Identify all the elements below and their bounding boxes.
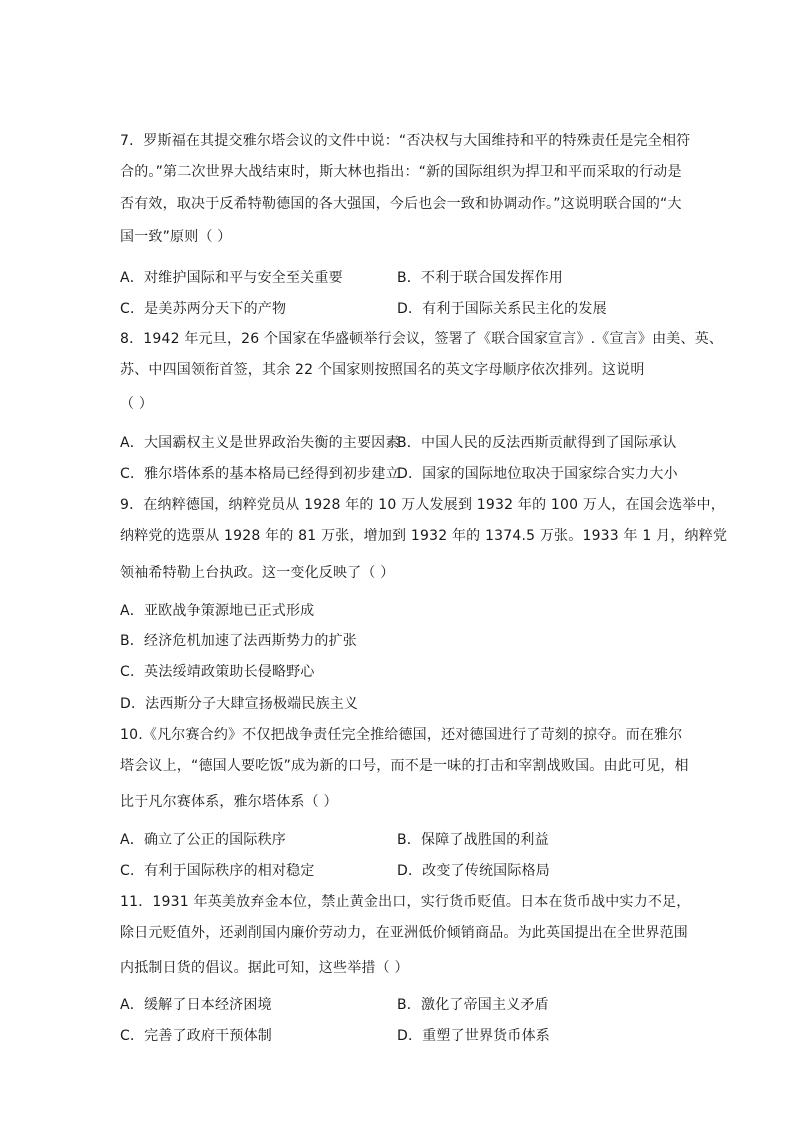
- question-9-stem-line-2: 纳粹党的选票从 1928 年的 81 万张，增加到 1932 年的 1374.5 万张。1933 年 1 月，纳粹党: [120, 528, 728, 544]
- question-11-option-c[interactable]: C．完善了政府干预体制: [120, 1028, 272, 1044]
- question-10-option-a[interactable]: A．确立了公正的国际秩序: [120, 832, 286, 848]
- question-9-option-c[interactable]: C．英法绥靖政策助长侵略野心: [120, 664, 315, 680]
- question-8-stem-line-3: （ ）: [120, 396, 154, 412]
- question-8-option-a[interactable]: A．大国霸权主义是世界政治失衡的主要因素: [120, 435, 400, 451]
- question-7-stem-line-4: 国一致”原则（ ）: [120, 229, 232, 245]
- question-7-stem-line-2: 合的。”第二次世界大战结束时，斯大林也指出：“新的国际组织为捍卫和平而采取的行动是: [120, 164, 682, 180]
- question-11-option-b[interactable]: B．激化了帝国主义矛盾: [397, 997, 549, 1013]
- question-11-option-d[interactable]: D．重塑了世界货币体系: [397, 1028, 550, 1044]
- question-9-option-a[interactable]: A．亚欧战争策源地已正式形成: [120, 603, 315, 619]
- question-7-option-a[interactable]: A．对维护国际和平与安全至关重要: [120, 270, 343, 286]
- question-7-option-c[interactable]: C．是美苏两分天下的产物: [120, 301, 287, 317]
- question-11-stem-line-1: 11．1931 年英美放弃金本位，禁止黄金出口，实行货币贬值。日本在货币战中实力不足，: [120, 894, 691, 910]
- question-7-option-b[interactable]: B．不利于联合国发挥作用: [397, 270, 564, 286]
- question-10-option-d[interactable]: D．改变了传统国际格局: [397, 863, 550, 879]
- question-11-option-a[interactable]: A．缓解了日本经济困境: [120, 997, 272, 1013]
- question-8-stem-line-1: 8．1942 年元旦，26 个国家在华盛顿举行会议，签署了《联合国家宣言》.《宣言》由美、英、: [120, 331, 724, 347]
- question-9-stem-line-3: 领袖希特勒上台执政。这一变化反映了（ ）: [120, 565, 395, 581]
- question-9-stem-line-1: 9．在纳粹德国，纳粹党员从 1928 年的 10 万人发展到 1932 年的 100 万人，在国会选举中，: [120, 497, 725, 513]
- question-11-stem-line-2: 除日元贬值外，还剥削国内廉价劳动力，在亚洲低价倾销商品。为此英国提出在全世界范围: [120, 925, 688, 941]
- question-8-stem-line-2: 苏、中四国领衔首签，其余 22 个国家则按照国名的英文字母顺序依次排列。这说明: [120, 362, 645, 378]
- question-10-option-b[interactable]: B．保障了战胜国的利益: [397, 832, 549, 848]
- question-10-stem-line-2: 塔会议上，“德国人要吃饭”成为新的口号，而不是一味的打击和宰割战败国。由此可见，相: [120, 758, 689, 774]
- question-7-stem-line-3: 否有效，取决于反希特勒德国的各大强国，今后也会一致和协调动作。”这说明联合国的“大: [120, 196, 682, 212]
- question-8-option-b[interactable]: B．中国人民的反法西斯贡献得到了国际承认: [397, 435, 677, 451]
- question-11-stem-line-3: 内抵制日货的倡议。据此可知，这些举措（ ）: [120, 960, 409, 976]
- question-7-stem-line-1: 7．罗斯福在其提交雅尔塔会议的文件中说：“否决权与大国维持和平的特殊责任是完全相符: [120, 133, 691, 149]
- question-8-option-c[interactable]: C．雅尔塔体系的基本格局已经得到初步建立: [120, 466, 400, 482]
- question-9-option-b[interactable]: B．经济危机加速了法西斯势力的扩张: [120, 633, 358, 649]
- question-7-option-d[interactable]: D．有利于国际关系民主化的发展: [397, 301, 607, 317]
- question-10-option-c[interactable]: C．有利于国际秩序的相对稳定: [120, 863, 315, 879]
- question-10-stem-line-1: 10.《凡尔赛合约》不仅把战争责任完全推给德国，还对德国进行了苛刻的掠夺。而在雅尔: [120, 727, 683, 743]
- question-10-stem-line-3: 比于凡尔赛体系，雅尔塔体系（ ）: [120, 794, 338, 810]
- question-9-option-d[interactable]: D．法西斯分子大肆宣扬极端民族主义: [120, 696, 359, 712]
- question-8-option-d[interactable]: D．国家的国际地位取决于国家综合实力大小: [397, 466, 678, 482]
